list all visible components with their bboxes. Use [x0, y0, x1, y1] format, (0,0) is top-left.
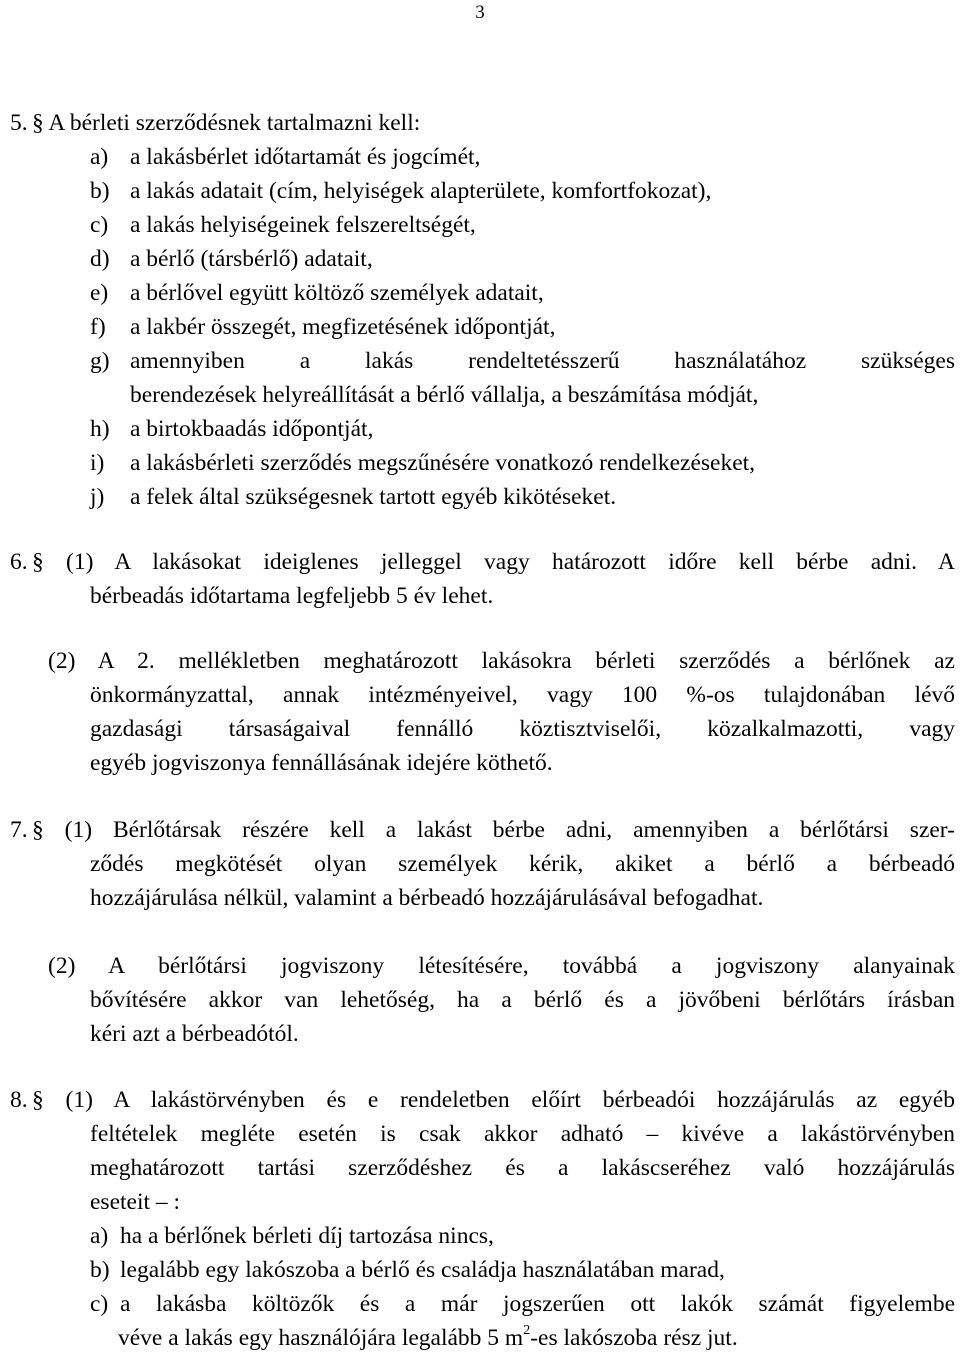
list-item: ha a bérlőnek bérleti díj tartozása nincs,: [120, 1223, 494, 1249]
section-5: [10, 106, 955, 514]
list-item-continuation: [118, 1321, 955, 1355]
paragraph-line: eseteit – :: [90, 1189, 181, 1215]
section-label: 8.: [10, 1087, 28, 1113]
list-marker: f): [90, 314, 106, 340]
section-label: 6.: [10, 549, 28, 575]
list-item: a lakásbérleti szerződés megszűnésére vonatkozó rendelkezéseket,: [130, 450, 756, 476]
list-marker: a): [90, 144, 109, 170]
continuation-text: véve a lakás egy használójára legalább 5 m: [118, 1325, 524, 1351]
list-marker: h): [90, 416, 110, 442]
paragraph-line: meghatározott tartási szerződéshez és a lakáscseréhez való hozzájárulás: [90, 1155, 955, 1181]
list-item: a bérlővel együtt költöző személyek adatait,: [130, 280, 544, 306]
list-item: amennyiben a lakás rendeltetésszerű használatához szükséges: [130, 348, 955, 374]
list-item: a lakbér összegét, megfizetésének időpontját,: [130, 314, 556, 340]
list-marker: c): [90, 1291, 109, 1317]
section-6-paragraph-2: [10, 644, 955, 780]
section-7-paragraph-2: [10, 949, 955, 1051]
paragraph-line: feltételek megléte esetén is csak akkor adható – kivéve a lakástörvényben: [90, 1121, 955, 1147]
list-marker: b): [90, 178, 110, 204]
superscript: 2: [523, 1323, 531, 1339]
paragraph-line: § (1) A lakásokat ideiglenes jelleggel vagy határozott időre kell bérbe adni. A: [32, 549, 955, 575]
section-label: 5.: [10, 110, 28, 136]
list-marker: b): [90, 1257, 110, 1283]
list-marker: g): [90, 348, 110, 374]
paragraph-line: bérbeadás időtartama legfeljebb 5 év lehet.: [90, 583, 494, 609]
list-marker: e): [90, 280, 109, 306]
paragraph-line: § (1) Bérlőtársak részére kell a lakást bérbe adni, amennyiben a bérlőtársi szer-: [32, 817, 955, 843]
section-label: 7.: [10, 817, 28, 843]
list-item: berendezések helyreállítását a bérlő vállalja, a beszámítása módját,: [130, 382, 759, 408]
paragraph-line: egyéb jogviszonya fennállásának idejére köthető.: [90, 750, 553, 776]
section-8: [10, 1083, 955, 1355]
list-marker: i): [90, 450, 105, 476]
paragraph-line: bővítésére akkor van lehetőség, ha a bérlő és a jövőbeni bérlőtárs írásban: [90, 987, 955, 1013]
list-item: legalább egy lakószoba a bérlő és családja használatában marad,: [120, 1257, 725, 1283]
list-item: a felek által szükségesnek tartott egyéb kikötéseket.: [130, 484, 617, 510]
paragraph-line: gazdasági társaságaival fennálló köztisztviselői, közalkalmazotti, vagy: [90, 716, 955, 742]
paragraph-line: önkormányzattal, annak intézményeivel, vagy 100 %-os tulajdonában lévő: [90, 682, 955, 708]
paragraph-line: (2) A 2. mellékletben meghatározott lakásokra bérleti szerződés a bérlőnek az: [48, 648, 955, 674]
section-7: [10, 813, 955, 915]
section-6: [10, 545, 955, 613]
paragraph-line: ződés megkötését olyan személyek kérik, akiket a bérlő a bérbeadó: [90, 851, 955, 877]
page-number: 3: [475, 2, 485, 23]
list-item: a lakás helyiségeinek felszereltségét,: [130, 212, 476, 238]
list-marker: c): [90, 212, 109, 238]
list-item: a lakásba költözők és a már jogszerűen ott lakók számát figyelembe: [120, 1291, 955, 1317]
list-marker: a): [90, 1223, 109, 1249]
paragraph-line: hozzájárulása nélkül, valamint a bérbeadó hozzájárulásával befogadhat.: [90, 885, 764, 911]
list-item: a birtokbaadás időpontját,: [130, 416, 374, 442]
paragraph-line: kéri azt a bérbeadótól.: [90, 1021, 299, 1047]
list-marker: j): [90, 484, 105, 510]
list-item: a bérlő (társbérlő) adatait,: [130, 246, 373, 272]
continuation-text-end: -es lakószoba rész jut.: [530, 1325, 738, 1351]
list-item: a lakás adatait (cím, helyiségek alapterülete, komfortfokozat),: [130, 178, 712, 204]
section-heading: § A bérleti szerződésnek tartalmazni kell:: [32, 110, 421, 136]
paragraph-line: (2) A bérlőtársi jogviszony létesítésére, továbbá a jogviszony alanyainak: [48, 953, 955, 979]
paragraph-line: § (1) A lakástörvényben és e rendeletben előírt bérbeadói hozzájárulás az egyéb: [32, 1087, 955, 1113]
list-marker: d): [90, 246, 110, 272]
list-item: a lakásbérlet időtartamát és jogcímét,: [130, 144, 481, 170]
